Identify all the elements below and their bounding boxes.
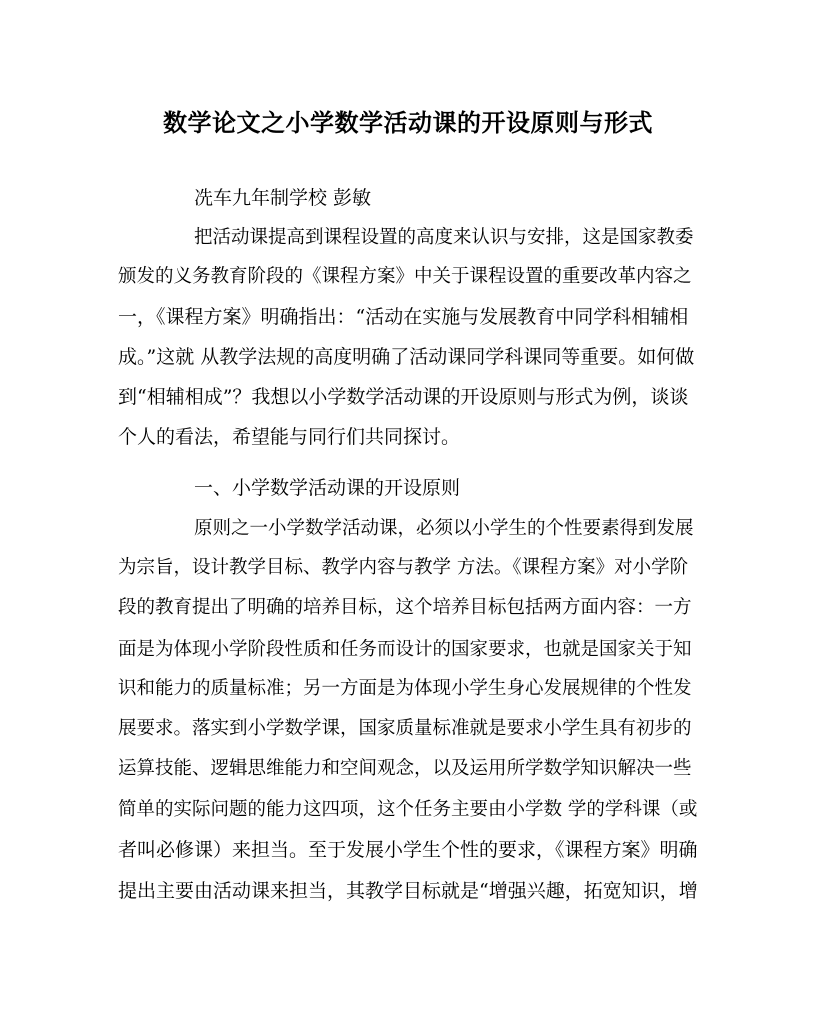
paragraph-line: 到“相辅相成”？我想以小学数学活动课的开设原则与形式为例，谈谈 (118, 386, 689, 408)
paragraph-line: 一，《课程方案》明确指出：“活动在实施与发展教育中同学科相辅相 (118, 306, 689, 328)
paragraph-line: 提出主要由活动课来担当，其教学目标就是“增强兴趣，拓宽知识，增 (118, 880, 698, 902)
paragraph-line: 者叫必修课）来担当。至于发展小学生个性的要求，《课程方案》明确 (118, 839, 698, 861)
paragraph-line: 个人的看法，希望能与同行们共同探讨。 (118, 426, 461, 448)
paragraph-line: 简单的实际问题的能力这四项，这个任务主要由小学数 学的学科课（或 (118, 799, 698, 820)
paragraph-line: 为宗旨，设计教学目标、教学内容与教学 方法。《课程方案》对小学阶 (118, 557, 689, 578)
paragraph-line: 颁发的义务教育阶段的《课程方案》中关于课程设置的重要改革内容之 (118, 266, 692, 287)
paragraph-line: 原则之一小学数学活动课，必须以小学生的个性要素得到发展 (194, 518, 694, 539)
paragraph-line: 运算技能、逻辑思维能力和空间观念，以及运用所学数学知识解决一些 (118, 758, 692, 779)
author-line: 冼车九年制学校 彭敏 (194, 187, 372, 209)
paragraph-line: 成。”这就 从教学法规的高度明确了活动课同学科课同等重要。如何做 (118, 346, 695, 368)
document-title: 数学论文之小学数学活动课的开设原则与形式 (163, 108, 653, 137)
paragraph-line: 展要求。落实到小学数学课，国家质量标准就是要求小学生具有初步的 (118, 718, 692, 739)
paragraph-line: 面是为体现小学阶段性质和任务而设计的国家要求，也就是国家关于知 (118, 639, 692, 660)
paragraph-line: 段的教育提出了明确的培养目标，这个培养目标包括两方面内容：一方 (118, 597, 692, 618)
section-heading: 一、小学数学活动课的开设原则 (194, 477, 461, 499)
paragraph-line: 把活动课提高到课程设置的高度来认识与安排，这是国家教委 (194, 227, 694, 248)
paragraph-line: 识和能力的质量标准；另一方面是为体现小学生身心发展规律的个性发 (118, 678, 692, 699)
